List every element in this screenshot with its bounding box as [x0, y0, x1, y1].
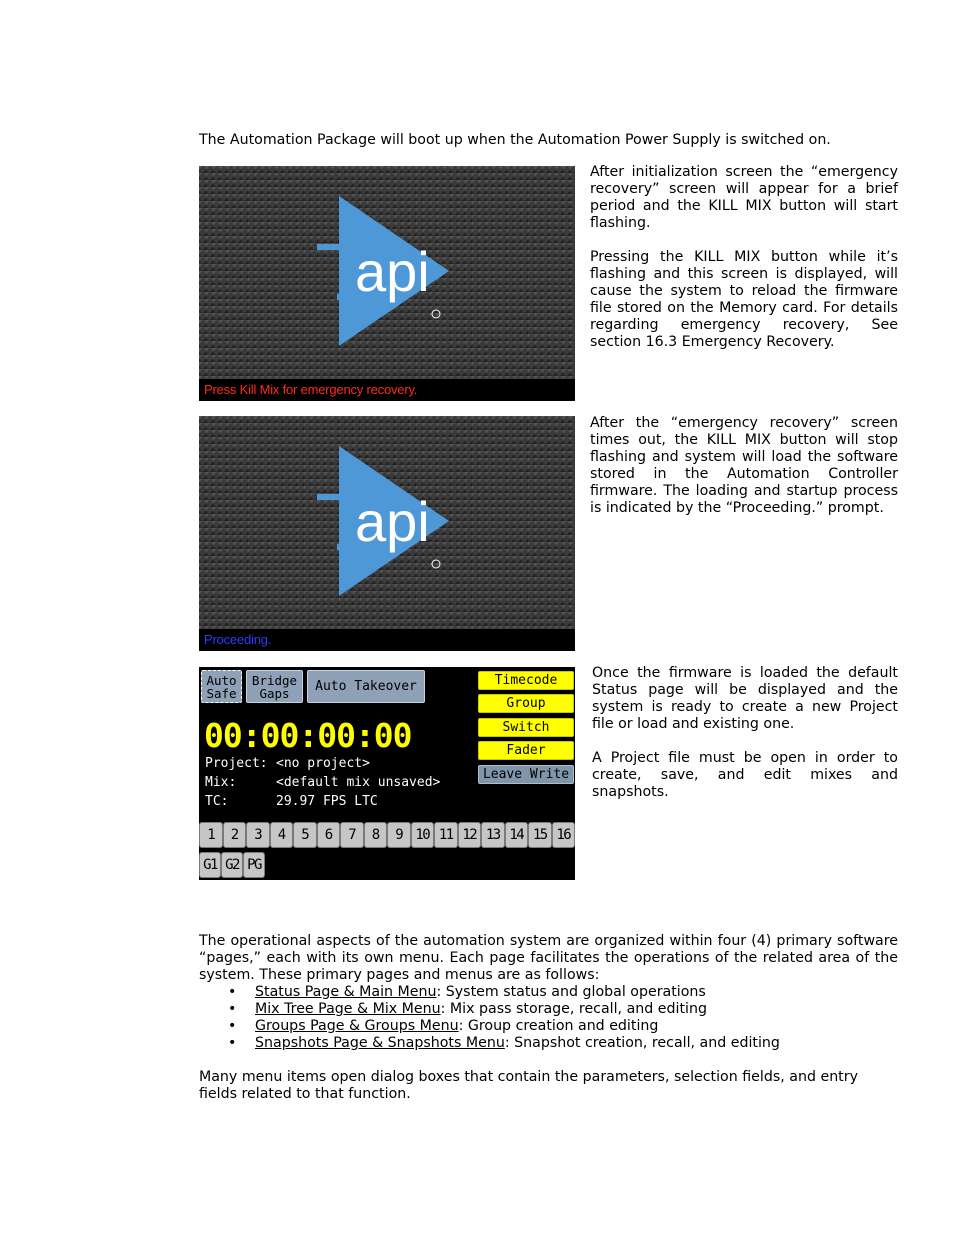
mix-label: Mix:: [205, 775, 237, 790]
status-para-2: A Project file must be open in order to create, save, and edit mixes and snapshots.: [592, 750, 898, 800]
channel-button[interactable]: 15: [528, 822, 552, 848]
pages-outro: Many menu items open dialog boxes that contain the parameters, selection fields, and entry fields related to that function.: [199, 1069, 858, 1102]
channel-button[interactable]: 12: [458, 822, 482, 848]
page-description: : Mix pass storage, recall, and editing: [440, 1001, 707, 1017]
group-buttons: [199, 852, 265, 878]
channel-button[interactable]: 2: [223, 822, 247, 848]
api-logo: [309, 196, 469, 356]
fader-button[interactable]: Fader: [478, 741, 574, 760]
channel-button[interactable]: 6: [317, 822, 341, 848]
pages-section: [199, 933, 898, 1103]
emergency-para-2: Pressing the KILL MIX button while it’s flashing and this screen is displayed, will cause the system to reload the firmware file stored on the Memory card. For details regarding emergency recovery, See section 16.3 Emergency Recovery.: [590, 249, 898, 350]
boot-screen-emergency: [199, 166, 575, 401]
proceeding-description: [590, 415, 898, 534]
channel-buttons: [199, 822, 575, 848]
timecode-display: 00:00:00:00: [204, 716, 412, 755]
list-item: [199, 1001, 898, 1018]
status-page-screen: [199, 667, 575, 880]
pages-intro: The operational aspects of the automation system are organized within four (4) primary software “pages,” each with its own menu. Each page facilitates the operations of the related area of the system. These primary pages and menus are as follows:: [199, 933, 898, 983]
api-logo: [309, 446, 469, 606]
page-link[interactable]: Status Page & Main Menu: [255, 984, 437, 1000]
channel-button[interactable]: 5: [293, 822, 317, 848]
status-description: [592, 665, 898, 818]
channel-button[interactable]: 14: [505, 822, 529, 848]
proceeding-message: Proceeding.: [199, 629, 575, 651]
group-button[interactable]: G2: [221, 852, 243, 878]
group-button[interactable]: G1: [199, 852, 221, 878]
auto-safe-button[interactable]: [201, 670, 242, 703]
channel-button[interactable]: 1: [199, 822, 223, 848]
page-description: : Group creation and editing: [458, 1018, 659, 1034]
auto-takeover-button[interactable]: Auto Takeover: [307, 670, 425, 703]
tc-label: TC:: [205, 794, 229, 809]
timecode-button[interactable]: Timecode: [478, 671, 574, 690]
project-value: <no project>: [276, 756, 370, 771]
channel-button[interactable]: 11: [434, 822, 458, 848]
mix-value: <default mix unsaved>: [276, 775, 441, 790]
channel-button[interactable]: 16: [552, 822, 576, 848]
proceeding-para-1: After the “emergency recovery” screen times out, the KILL MIX button will stop flashing and system will load the software stored in the Automation Controller firmware. The loading and startup process is indicated by the “Proceeding.” prompt.: [590, 415, 898, 516]
page-link[interactable]: Snapshots Page & Snapshots Menu: [255, 1035, 505, 1051]
status-para-1: Once the firmware is loaded the default Status page will be displayed and the system is ready to create a new Project file or load and existing one.: [592, 665, 898, 732]
channel-button[interactable]: 7: [340, 822, 364, 848]
group-button[interactable]: PG: [243, 852, 265, 878]
page-link[interactable]: Mix Tree Page & Mix Menu: [255, 1001, 441, 1017]
leave-write-button[interactable]: Leave Write: [478, 765, 574, 784]
emergency-description: [590, 164, 898, 368]
page-description: : Snapshot creation, recall, and editing: [504, 1035, 780, 1051]
api-logo-text: api: [355, 240, 430, 303]
emergency-message: Press Kill Mix for emergency recovery.: [199, 379, 575, 401]
page-description: : System status and global operations: [436, 984, 706, 1000]
switch-button[interactable]: Switch: [478, 718, 574, 737]
list-item: [199, 984, 898, 1001]
project-label: Project:: [205, 756, 268, 771]
channel-button[interactable]: 10: [411, 822, 435, 848]
intro-text: The Automation Package will boot up when the Automation Power Supply is switched on.: [199, 132, 831, 148]
page-list: [199, 984, 898, 1052]
list-item: [199, 1035, 898, 1052]
auto-safe-label-1: Auto: [206, 673, 237, 688]
emergency-para-1: After initialization screen the “emergency recovery” screen will appear for a brief period and the KILL MIX button will start flashing.: [590, 164, 898, 231]
channel-button[interactable]: 3: [246, 822, 270, 848]
auto-safe-label-2: Safe: [206, 686, 237, 701]
channel-button[interactable]: 13: [481, 822, 505, 848]
list-item: [199, 1018, 898, 1035]
tc-value: 29.97 FPS LTC: [276, 794, 378, 809]
group-button[interactable]: Group: [478, 694, 574, 713]
bridge-gaps-button[interactable]: [246, 670, 303, 703]
bridge-gaps-label-2: Gaps: [259, 686, 290, 701]
boot-screen-proceeding: [199, 416, 575, 651]
bridge-gaps-label-1: Bridge: [251, 673, 298, 688]
page-link[interactable]: Groups Page & Groups Menu: [255, 1018, 459, 1034]
channel-button[interactable]: 4: [270, 822, 294, 848]
api-logo-text: api: [355, 490, 430, 553]
channel-button[interactable]: 8: [364, 822, 388, 848]
channel-button[interactable]: 9: [387, 822, 411, 848]
